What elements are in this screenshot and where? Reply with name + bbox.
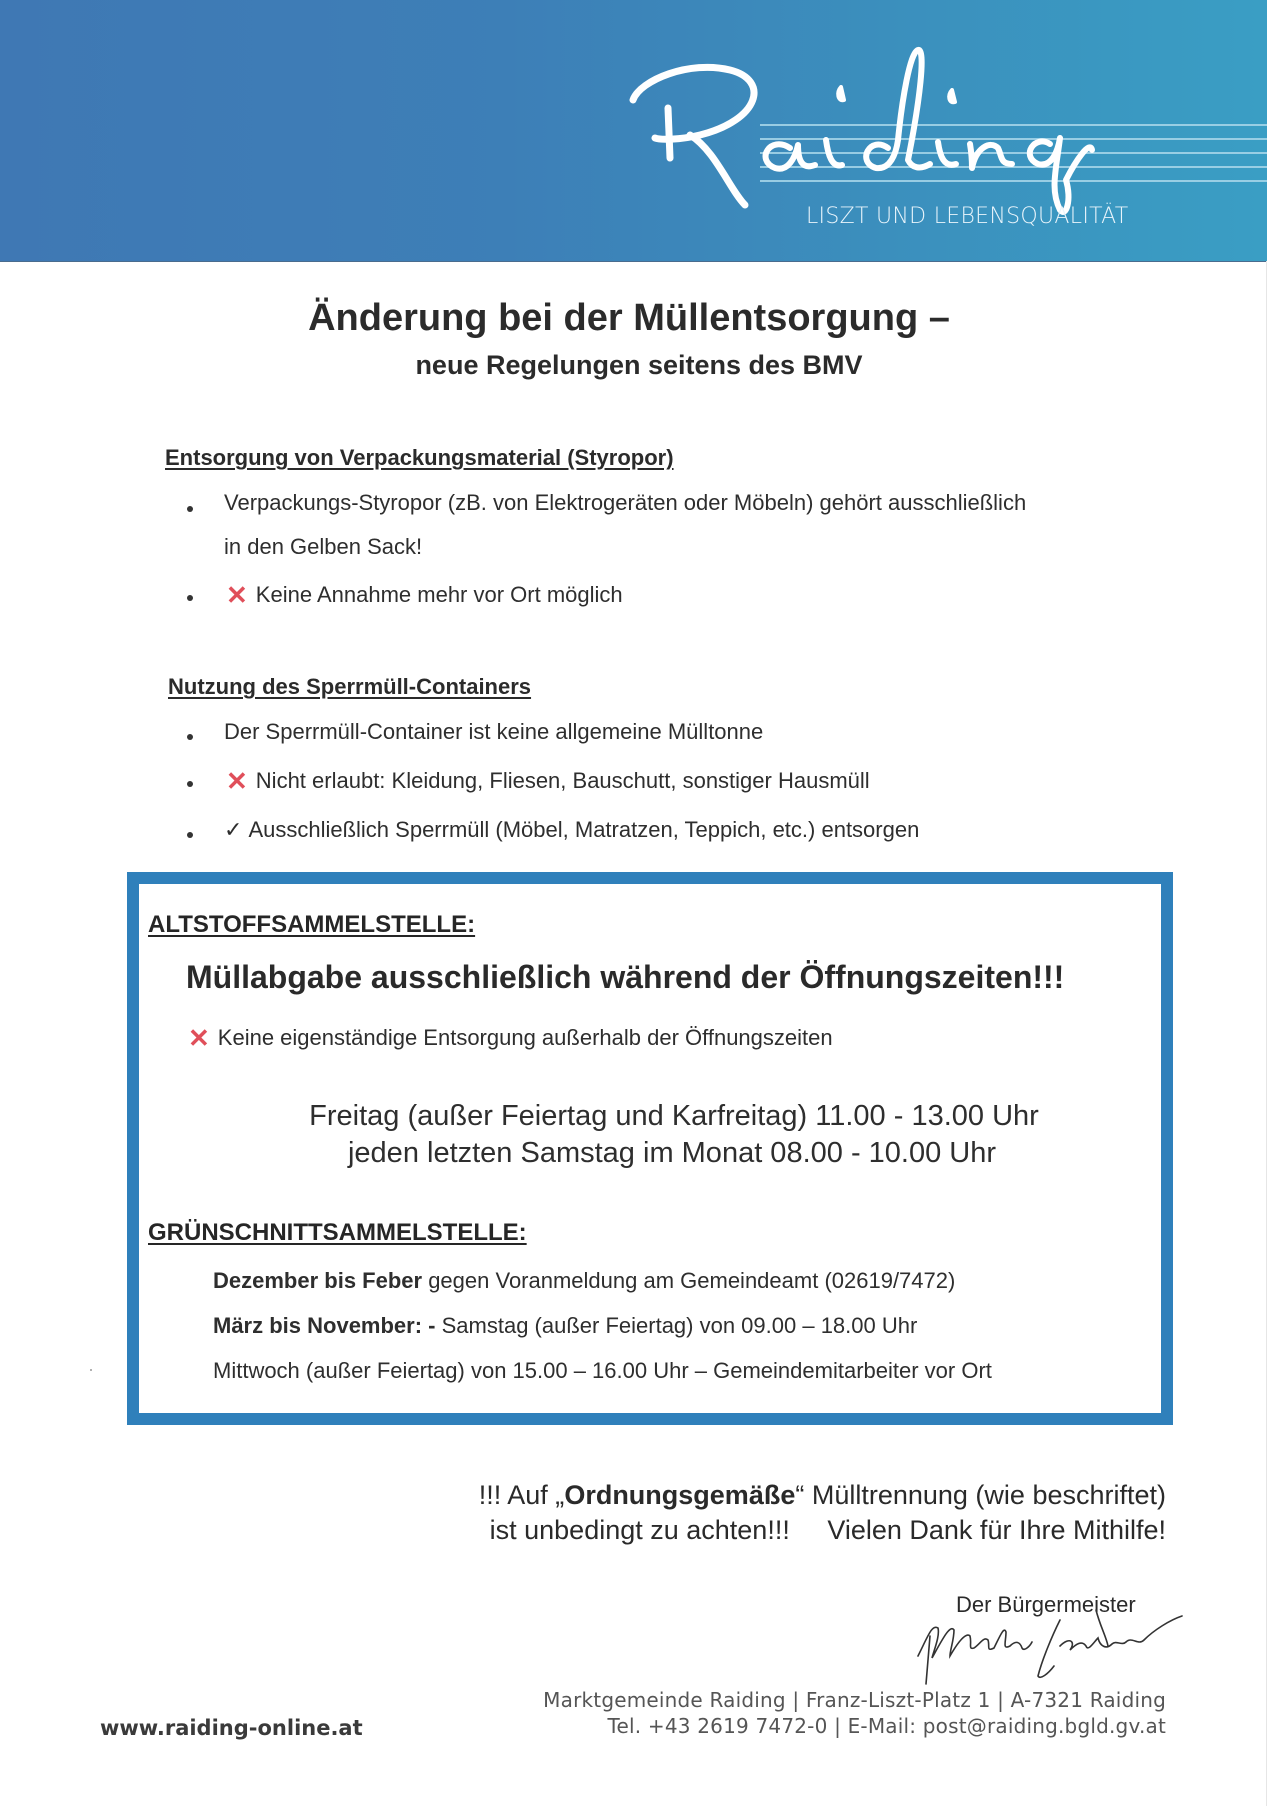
list-item-sperrmuell-2: ✕ Nicht erlaubt: Kleidung, Fliesen, Bauschutt, sonstiger Hausmüll [226, 766, 870, 796]
signature-label: Der Bürgermeister [956, 1592, 1136, 1617]
gruenschnitt-line-2: März bis November: - Samstag (außer Feiertag) von 09.00 – 18.00 Uhr [213, 1313, 918, 1338]
footer-contact: Tel. +43 2619 7472-0 | E-Mail: post@raiding.bgld.gv.at [607, 1714, 1166, 1738]
closing-line-1: !!! Auf „Ordnungsgemäße“ Mülltrennung (wie beschriftet) [478, 1480, 1166, 1510]
scan-speck [90, 1369, 92, 1371]
list-item-styropor-1: Verpackungs-Styropor (zB. von Elektrogeräten oder Möbeln) gehört ausschließlich [224, 490, 1027, 515]
page-edge-line [1266, 261, 1267, 1806]
list-item-sperrmuell-1: Der Sperrmüll-Container ist keine allgemeine Mülltonne [224, 719, 764, 744]
closing-line-2: ist unbedingt zu achten!!! Vielen Dank für Ihre Mithilfe! [489, 1515, 1166, 1545]
cross-mark-icon: ✕ [226, 766, 248, 796]
footer-website-link[interactable]: www.raiding-online.at [100, 1716, 363, 1740]
list-item-styropor-2: ✕ Keine Annahme mehr vor Ort möglich [226, 580, 623, 610]
gruenschnitt-line-1: Dezember bis Feber gegen Voranmeldung am Gemeindeamt (02619/7472) [213, 1268, 956, 1293]
opening-hours-line-2: jeden letzten Samstag im Monat 08.00 - 10.00 Uhr [347, 1137, 997, 1169]
raiding-logo-icon [620, 40, 1180, 220]
signature-icon [910, 1606, 1190, 1686]
gruenschnitt-line-3: Mittwoch (außer Feiertag) von 15.00 – 16.00 Uhr – Gemeindemitarbeiter vor Ort [213, 1358, 992, 1383]
tagline: LISZT UND LEBENSQUALITÄT [806, 204, 1129, 229]
footer-address: Marktgemeinde Raiding | Franz-Liszt-Platz 1 | A-7321 Raiding [543, 1688, 1166, 1712]
bullet-icon [187, 595, 193, 601]
page-title: Änderung bei der Müllentsorgung – [308, 297, 950, 339]
section-heading-styropor: Entsorgung von Verpackungsmaterial (Styropor) [165, 445, 674, 470]
bullet-icon [187, 781, 193, 787]
page-subtitle: neue Regelungen seitens des BMV [415, 350, 863, 380]
bullet-icon [187, 506, 193, 512]
bullet-icon [187, 832, 193, 838]
altstoff-emphasis: Müllabgabe ausschließlich während der Öffnungszeiten!!! [186, 959, 1065, 995]
cross-mark-icon: ✕ [188, 1023, 210, 1053]
section-heading-sperrmuell: Nutzung des Sperrmüll-Containers [168, 674, 532, 699]
opening-hours-line-1: Freitag (außer Feiertag und Karfreitag) 11.00 - 13.00 Uhr [309, 1100, 1039, 1132]
altstoff-heading: ALTSTOFFSAMMELSTELLE: [148, 911, 476, 938]
list-item-sperrmuell-3: ✓ Ausschließlich Sperrmüll (Möbel, Matratzen, Teppich, etc.) entsorgen [224, 817, 920, 842]
cross-mark-icon: ✕ [226, 580, 248, 610]
list-item-styropor-1-cont: in den Gelben Sack! [224, 534, 423, 559]
gruenschnitt-heading: GRÜNSCHNITTSAMMELSTELLE: [148, 1219, 527, 1246]
altstoff-warning: ✕ Keine eigenständige Entsorgung außerhalb der Öffnungszeiten [188, 1023, 833, 1053]
check-mark-icon: ✓ [224, 817, 243, 842]
bullet-icon [187, 734, 193, 740]
